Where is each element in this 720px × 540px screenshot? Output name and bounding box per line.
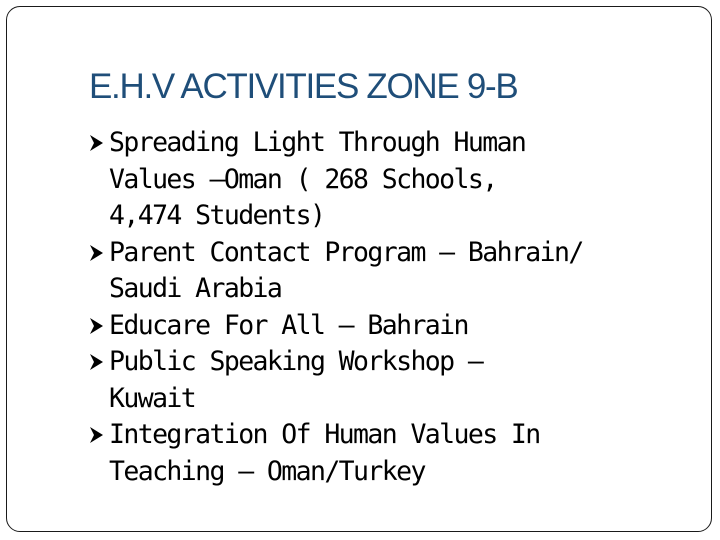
bullet-text <box>109 125 689 235</box>
bullet-line: Parent Contact Program – Bahrain/ <box>109 236 583 268</box>
bullet-line: Spreading Light Through Human <box>109 127 526 158</box>
arrow-bullet-icon <box>89 235 109 272</box>
arrow-bullet-icon <box>89 125 109 162</box>
bullet-line: Educare For All – Bahrain <box>109 309 468 341</box>
bullet-list <box>89 125 689 490</box>
bullet-line: Teaching – Oman/Turkey <box>109 455 425 487</box>
bullet-line: Saudi Arabia <box>109 273 282 304</box>
bullet-line: Values –Oman ( 268 Schools, <box>109 163 497 195</box>
bullet-text <box>109 417 689 490</box>
bullet-text <box>109 235 689 308</box>
bullet-item <box>89 417 689 490</box>
bullet-item <box>89 235 689 308</box>
bullet-text <box>109 344 689 417</box>
bullet-line: 4,474 Students) <box>109 200 325 231</box>
arrow-bullet-icon <box>89 344 109 381</box>
bullet-line: Kuwait <box>109 382 196 414</box>
arrow-bullet-icon <box>89 308 109 345</box>
bullet-item <box>89 344 689 417</box>
slide-title: E.H.V ACTIVITIES ZONE 9-B <box>89 67 518 106</box>
arrow-bullet-icon <box>89 417 109 454</box>
bullet-item <box>89 125 689 235</box>
bullet-text <box>109 308 689 345</box>
bullet-line: Public Speaking Workshop – <box>109 346 483 377</box>
slide-frame <box>6 6 712 532</box>
bullet-line: Integration Of Human Values In <box>109 419 540 450</box>
bullet-item <box>89 308 689 345</box>
